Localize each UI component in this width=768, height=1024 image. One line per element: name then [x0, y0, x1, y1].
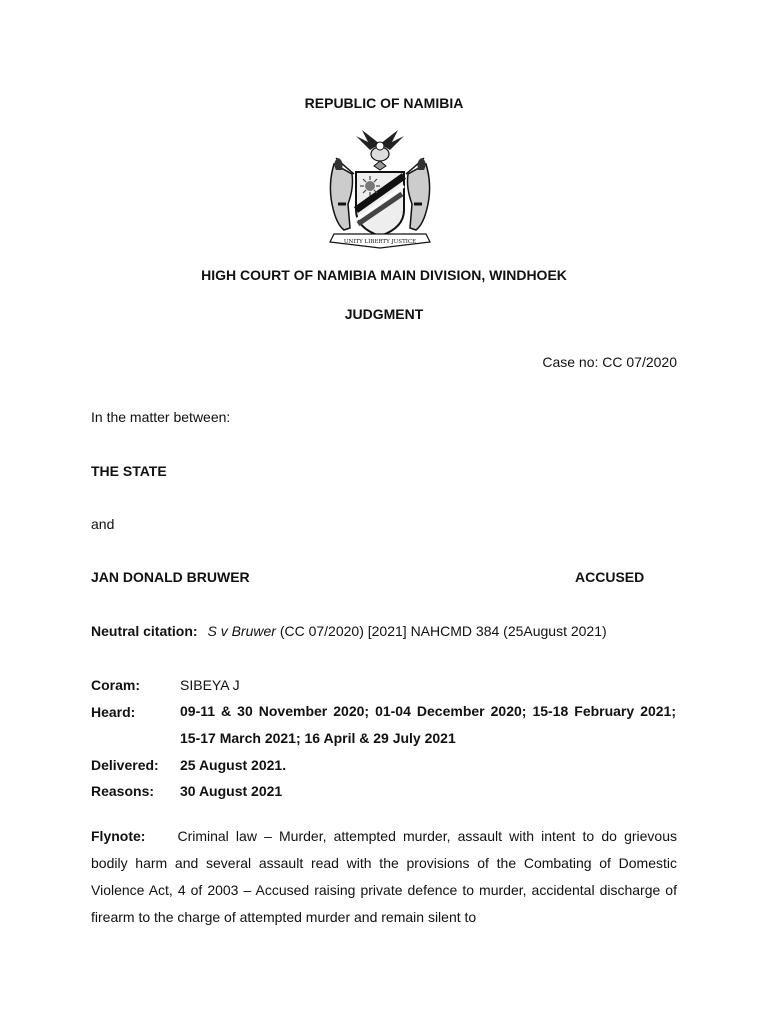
accused-name: JAN DONALD BRUWER — [91, 569, 250, 585]
republic-heading: REPUBLIC OF NAMIBIA — [304, 95, 464, 111]
citation-rest: (CC 07/2020) [2021] NAHCMD 384 (25August 2021) — [275, 623, 607, 639]
flynote-label: Flynote: — [91, 828, 146, 844]
heard-value: 09-11 & 30 November 2020; 01-04 December 2020; 15-18 February 2021; 15-17 March 2021; 16 April & 29 July 2021 — [180, 703, 676, 746]
citation-label: Neutral citation: — [91, 623, 198, 639]
svg-text:UNITY LIBERTY JUSTICE: UNITY LIBERTY JUSTICE — [343, 239, 417, 245]
party-state: THE STATE — [91, 463, 167, 479]
flynote-text: Criminal law – Murder, attempted murder, assault with intent to do grievous bodily harm and several assault read with the provisions of the Combating of Domestic Violence Act, 4 of 2003 – Accused raising private defence to murder, accidental discharge of firearm to the charge of attempted murder and remain silent to — [91, 828, 677, 925]
court-heading: HIGH COURT OF NAMIBIA MAIN DIVISION, WINDHOEK — [201, 267, 567, 283]
matter-intro: In the matter between: — [91, 409, 231, 425]
delivered-label: Delivered: — [91, 757, 159, 773]
coram-value: SIBEYA J — [180, 677, 240, 693]
party-and: and — [91, 516, 115, 532]
case-number: Case no: CC 07/2020 — [542, 354, 677, 370]
judgment-heading: JUDGMENT — [344, 306, 424, 322]
reasons-label: Reasons: — [91, 783, 155, 799]
reasons-value: 30 August 2021 — [180, 783, 283, 799]
heard-label: Heard: — [91, 704, 136, 720]
coat-of-arms — [318, 124, 442, 252]
accused-role: ACCUSED — [575, 569, 645, 585]
coram-label: Coram: — [91, 677, 141, 693]
neutral-citation — [91, 622, 607, 640]
delivered-value: 25 August 2021. — [180, 757, 287, 773]
citation-case-name: S v Bruwer — [207, 623, 276, 639]
flynote-paragraph — [91, 823, 677, 931]
